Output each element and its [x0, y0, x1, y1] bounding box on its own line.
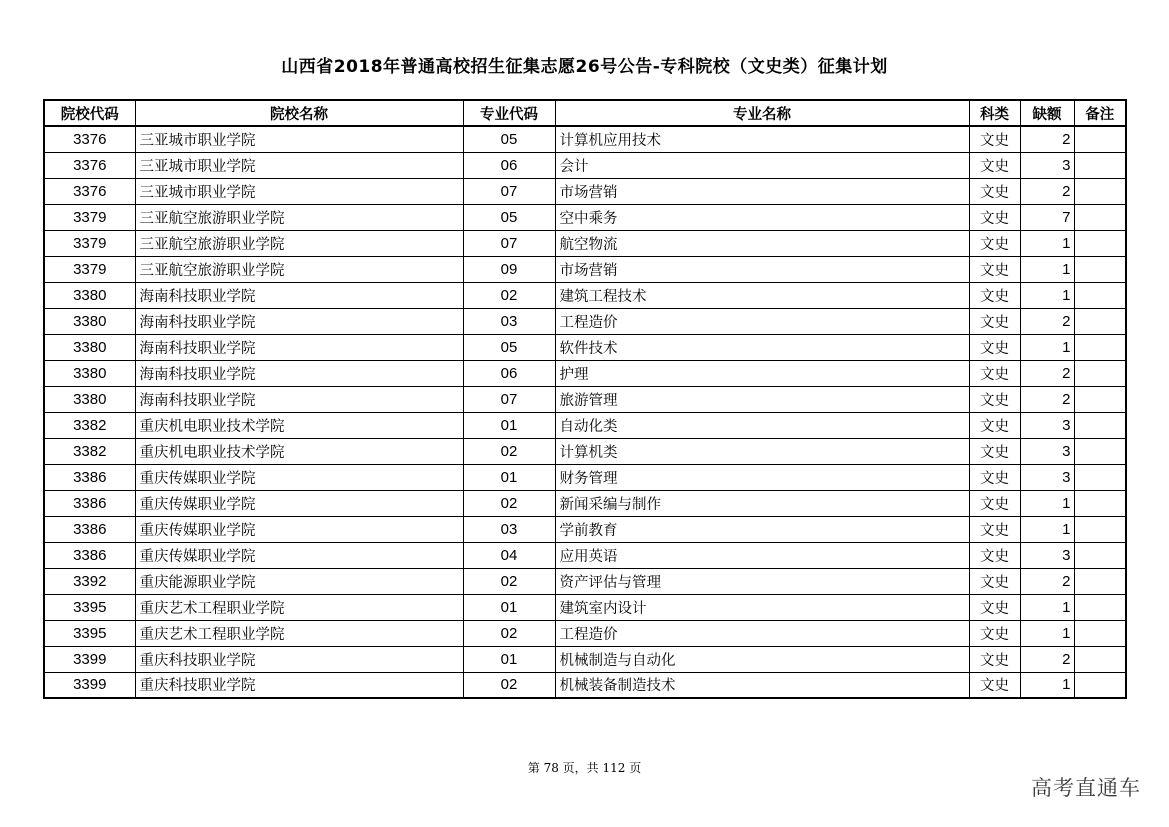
- cell-school-name: 重庆传媒职业学院: [135, 516, 463, 542]
- cell-school-name: 重庆传媒职业学院: [135, 464, 463, 490]
- cell-major-name: 工程造价: [555, 308, 969, 334]
- cell-school-name: 重庆科技职业学院: [135, 646, 463, 672]
- cell-major-name: 计算机应用技术: [555, 126, 969, 152]
- table-row: [44, 464, 1126, 490]
- cell-vacancies: 2: [1020, 646, 1074, 672]
- table-row: [44, 568, 1126, 594]
- cell-remarks: [1074, 178, 1126, 204]
- cell-vacancies: 1: [1020, 620, 1074, 646]
- header-category: 科类: [969, 100, 1020, 126]
- cell-school-name: 三亚航空旅游职业学院: [135, 204, 463, 230]
- cell-school-code: 3380: [44, 360, 135, 386]
- table-row: [44, 542, 1126, 568]
- table-row: [44, 360, 1126, 386]
- cell-major-name: 空中乘务: [555, 204, 969, 230]
- table-row: [44, 490, 1126, 516]
- cell-category: 文史: [969, 438, 1020, 464]
- cell-category: 文史: [969, 282, 1020, 308]
- cell-major-name: 资产评估与管理: [555, 568, 969, 594]
- cell-major-code: 02: [463, 282, 555, 308]
- cell-major-name: 财务管理: [555, 464, 969, 490]
- cell-vacancies: 1: [1020, 672, 1074, 698]
- cell-vacancies: 1: [1020, 334, 1074, 360]
- cell-major-name: 自动化类: [555, 412, 969, 438]
- page-title: 山西省2018年普通高校招生征集志愿26号公告-专科院校（文史类）征集计划: [281, 57, 888, 77]
- cell-vacancies: 1: [1020, 516, 1074, 542]
- cell-school-code: 3380: [44, 308, 135, 334]
- header-major-code: 专业代码: [463, 100, 555, 126]
- cell-school-code: 3386: [44, 542, 135, 568]
- cell-school-code: 3382: [44, 412, 135, 438]
- table-row: [44, 386, 1126, 412]
- table-body: [44, 126, 1126, 698]
- cell-category: 文史: [969, 672, 1020, 698]
- table-row: [44, 126, 1126, 152]
- cell-major-name: 建筑工程技术: [555, 282, 969, 308]
- table-row: [44, 204, 1126, 230]
- enrollment-plan-table: [43, 99, 1127, 699]
- table-row: [44, 438, 1126, 464]
- cell-major-code: 07: [463, 230, 555, 256]
- table-row: [44, 282, 1126, 308]
- cell-school-name: 重庆机电职业技术学院: [135, 438, 463, 464]
- cell-category: 文史: [969, 412, 1020, 438]
- cell-major-name: 市场营销: [555, 178, 969, 204]
- cell-school-code: 3399: [44, 672, 135, 698]
- cell-remarks: [1074, 230, 1126, 256]
- cell-vacancies: 2: [1020, 308, 1074, 334]
- cell-major-name: 机械装备制造技术: [555, 672, 969, 698]
- cell-school-name: 海南科技职业学院: [135, 334, 463, 360]
- header-school-code: 院校代码: [44, 100, 135, 126]
- cell-category: 文史: [969, 256, 1020, 282]
- header-remarks: 备注: [1074, 100, 1126, 126]
- cell-major-code: 01: [463, 412, 555, 438]
- cell-major-code: 09: [463, 256, 555, 282]
- cell-school-name: 重庆传媒职业学院: [135, 490, 463, 516]
- cell-school-name: 重庆能源职业学院: [135, 568, 463, 594]
- cell-school-name: 重庆传媒职业学院: [135, 542, 463, 568]
- table-row: [44, 152, 1126, 178]
- cell-major-code: 02: [463, 490, 555, 516]
- cell-school-name: 三亚城市职业学院: [135, 152, 463, 178]
- cell-major-name: 计算机类: [555, 438, 969, 464]
- cell-major-code: 02: [463, 620, 555, 646]
- cell-remarks: [1074, 542, 1126, 568]
- cell-school-code: 3386: [44, 490, 135, 516]
- table-row: [44, 516, 1126, 542]
- table-row: [44, 412, 1126, 438]
- cell-school-code: 3380: [44, 386, 135, 412]
- cell-category: 文史: [969, 620, 1020, 646]
- cell-major-code: 07: [463, 386, 555, 412]
- cell-category: 文史: [969, 516, 1020, 542]
- cell-major-name: 新闻采编与制作: [555, 490, 969, 516]
- table-row: [44, 230, 1126, 256]
- cell-major-name: 旅游管理: [555, 386, 969, 412]
- header-major-name: 专业名称: [555, 100, 969, 126]
- cell-remarks: [1074, 126, 1126, 152]
- cell-category: 文史: [969, 152, 1020, 178]
- cell-remarks: [1074, 386, 1126, 412]
- table-row: [44, 672, 1126, 698]
- cell-major-name: 机械制造与自动化: [555, 646, 969, 672]
- cell-vacancies: 3: [1020, 464, 1074, 490]
- cell-remarks: [1074, 308, 1126, 334]
- cell-vacancies: 2: [1020, 568, 1074, 594]
- cell-major-name: 软件技术: [555, 334, 969, 360]
- cell-remarks: [1074, 672, 1126, 698]
- cell-school-name: 三亚城市职业学院: [135, 126, 463, 152]
- cell-school-code: 3379: [44, 256, 135, 282]
- cell-vacancies: 3: [1020, 438, 1074, 464]
- cell-major-name: 市场营销: [555, 256, 969, 282]
- cell-category: 文史: [969, 542, 1020, 568]
- cell-category: 文史: [969, 204, 1020, 230]
- cell-remarks: [1074, 490, 1126, 516]
- cell-category: 文史: [969, 646, 1020, 672]
- cell-category: 文史: [969, 386, 1020, 412]
- cell-vacancies: 1: [1020, 594, 1074, 620]
- cell-category: 文史: [969, 308, 1020, 334]
- cell-school-code: 3386: [44, 516, 135, 542]
- cell-school-name: 重庆机电职业技术学院: [135, 412, 463, 438]
- cell-vacancies: 1: [1020, 256, 1074, 282]
- cell-remarks: [1074, 334, 1126, 360]
- cell-vacancies: 2: [1020, 178, 1074, 204]
- cell-major-name: 工程造价: [555, 620, 969, 646]
- cell-major-code: 02: [463, 672, 555, 698]
- cell-category: 文史: [969, 594, 1020, 620]
- watermark: 高考直通车: [1031, 776, 1141, 800]
- cell-remarks: [1074, 412, 1126, 438]
- header-vacancies: 缺额: [1020, 100, 1074, 126]
- cell-school-name: 重庆艺术工程职业学院: [135, 594, 463, 620]
- table-header-row: [44, 100, 1126, 126]
- cell-remarks: [1074, 646, 1126, 672]
- cell-major-code: 01: [463, 464, 555, 490]
- cell-vacancies: 3: [1020, 542, 1074, 568]
- cell-category: 文史: [969, 178, 1020, 204]
- cell-remarks: [1074, 282, 1126, 308]
- table-row: [44, 178, 1126, 204]
- cell-school-name: 三亚城市职业学院: [135, 178, 463, 204]
- cell-category: 文史: [969, 230, 1020, 256]
- cell-school-code: 3380: [44, 334, 135, 360]
- cell-category: 文史: [969, 568, 1020, 594]
- cell-major-code: 06: [463, 360, 555, 386]
- cell-category: 文史: [969, 334, 1020, 360]
- cell-category: 文史: [969, 490, 1020, 516]
- cell-major-name: 应用英语: [555, 542, 969, 568]
- cell-major-code: 04: [463, 542, 555, 568]
- table-row: [44, 620, 1126, 646]
- cell-major-name: 航空物流: [555, 230, 969, 256]
- cell-remarks: [1074, 594, 1126, 620]
- cell-school-code: 3376: [44, 152, 135, 178]
- cell-school-code: 3386: [44, 464, 135, 490]
- cell-remarks: [1074, 568, 1126, 594]
- cell-major-code: 05: [463, 334, 555, 360]
- cell-category: 文史: [969, 360, 1020, 386]
- cell-school-code: 3379: [44, 230, 135, 256]
- cell-remarks: [1074, 152, 1126, 178]
- cell-vacancies: 2: [1020, 126, 1074, 152]
- cell-vacancies: 1: [1020, 490, 1074, 516]
- table-row: [44, 646, 1126, 672]
- cell-school-code: 3399: [44, 646, 135, 672]
- cell-major-code: 06: [463, 152, 555, 178]
- cell-vacancies: 1: [1020, 230, 1074, 256]
- cell-vacancies: 3: [1020, 152, 1074, 178]
- cell-major-code: 02: [463, 438, 555, 464]
- cell-category: 文史: [969, 126, 1020, 152]
- cell-major-code: 01: [463, 594, 555, 620]
- cell-major-name: 会计: [555, 152, 969, 178]
- cell-category: 文史: [969, 464, 1020, 490]
- cell-remarks: [1074, 464, 1126, 490]
- cell-major-name: 护理: [555, 360, 969, 386]
- cell-vacancies: 2: [1020, 386, 1074, 412]
- table-row: [44, 594, 1126, 620]
- cell-vacancies: 2: [1020, 360, 1074, 386]
- cell-school-code: 3376: [44, 178, 135, 204]
- cell-school-code: 3395: [44, 594, 135, 620]
- cell-school-name: 重庆科技职业学院: [135, 672, 463, 698]
- cell-school-name: 重庆艺术工程职业学院: [135, 620, 463, 646]
- cell-remarks: [1074, 620, 1126, 646]
- cell-school-code: 3392: [44, 568, 135, 594]
- table-row: [44, 256, 1126, 282]
- cell-vacancies: 7: [1020, 204, 1074, 230]
- cell-school-code: 3379: [44, 204, 135, 230]
- cell-school-name: 海南科技职业学院: [135, 360, 463, 386]
- cell-remarks: [1074, 438, 1126, 464]
- cell-school-code: 3395: [44, 620, 135, 646]
- table-row: [44, 308, 1126, 334]
- cell-remarks: [1074, 360, 1126, 386]
- cell-school-code: 3380: [44, 282, 135, 308]
- cell-remarks: [1074, 516, 1126, 542]
- cell-school-code: 3382: [44, 438, 135, 464]
- cell-major-code: 02: [463, 568, 555, 594]
- cell-major-code: 05: [463, 126, 555, 152]
- cell-school-name: 三亚航空旅游职业学院: [135, 230, 463, 256]
- cell-school-code: 3376: [44, 126, 135, 152]
- table-row: [44, 334, 1126, 360]
- cell-remarks: [1074, 256, 1126, 282]
- cell-vacancies: 3: [1020, 412, 1074, 438]
- cell-school-name: 海南科技职业学院: [135, 282, 463, 308]
- cell-major-code: 03: [463, 308, 555, 334]
- cell-major-name: 学前教育: [555, 516, 969, 542]
- cell-major-code: 05: [463, 204, 555, 230]
- cell-school-name: 三亚航空旅游职业学院: [135, 256, 463, 282]
- cell-major-code: 03: [463, 516, 555, 542]
- cell-vacancies: 1: [1020, 282, 1074, 308]
- cell-remarks: [1074, 204, 1126, 230]
- cell-school-name: 海南科技职业学院: [135, 386, 463, 412]
- cell-major-code: 07: [463, 178, 555, 204]
- cell-major-code: 01: [463, 646, 555, 672]
- cell-school-name: 海南科技职业学院: [135, 308, 463, 334]
- page-footer: 第 78 页，共 112 页: [527, 761, 642, 775]
- header-school-name: 院校名称: [135, 100, 463, 126]
- cell-major-name: 建筑室内设计: [555, 594, 969, 620]
